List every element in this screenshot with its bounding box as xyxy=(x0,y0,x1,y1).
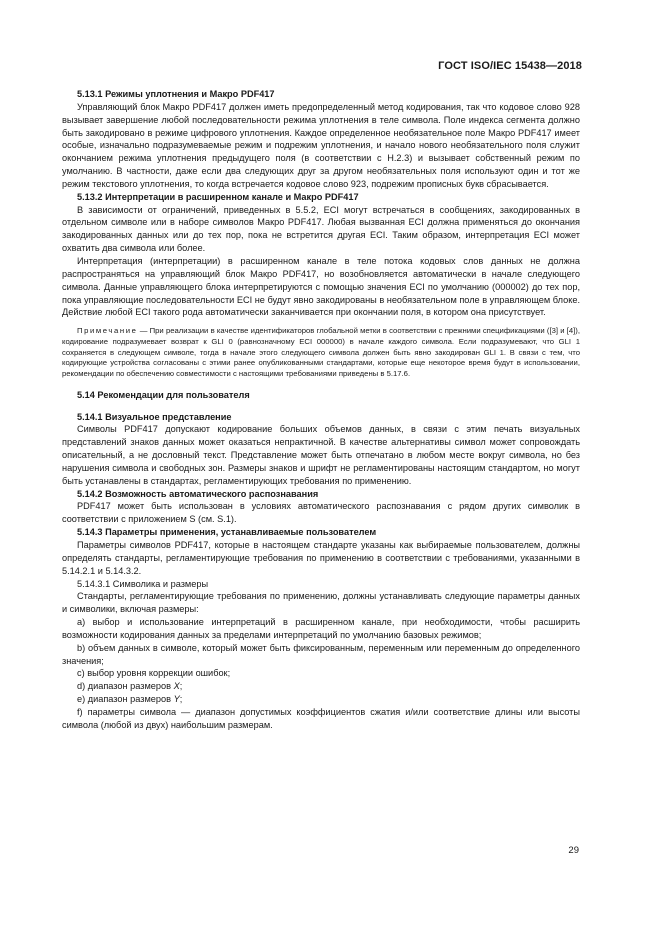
list-item-d-suffix: ; xyxy=(179,681,183,692)
section-5-14-2-heading: 5.14.2 Возможность автоматического распознавания xyxy=(77,488,319,499)
list-item-c: c) выбор уровня коррекции ошибок; xyxy=(77,668,231,679)
note-label: Примечание xyxy=(77,326,138,336)
list-item-e-suffix: ; xyxy=(179,694,183,705)
list-item-f: f) параметры символа — диапазон допустимых коэффициентов сжатия и/или соответствие длины или высоты символа (любой из двух) наибольшим размерам. xyxy=(62,706,580,730)
section-5-14-2-paragraph: PDF417 может быть использован в условиях автоматического распознавания с рядом других символик в соответствии с приложением S (см. S.1). xyxy=(62,501,580,525)
section-5-14-3-paragraph: Параметры символов PDF417, которые в настоящем стандарте указаны как выбираемые пользователем, должны определять стандарты, регламентирующие требования по применению в соответствии с требованиями, указанными в 5.14.2.1 и 5.14.3.2. xyxy=(62,539,580,576)
section-5-13-1-heading: 5.13.1 Режимы уплотнения и Макро PDF417 xyxy=(77,89,275,99)
list-item-e-variable: Y xyxy=(173,694,180,705)
section-5-14-1-heading: 5.14.1 Визуальное представление xyxy=(77,411,232,422)
page-body xyxy=(62,88,580,732)
list-item-d-variable: X xyxy=(173,681,180,692)
note-text: — При реализации в качестве идентификаторов глобальной метки в соответствии с прежними спецификациями ([3] и [4]), кодирование подразумевает возврат к GLI 0 (равнозначному ECI 000000) в начале каждого символа. Если подразумевают, что GLI 1 сохраняется в следующем символе, тогда в начале этого следующего символа должен быть явно закодирован GLI 1. В связи с тем, что кодирующие устройства согласованы с этими ранее опубликованными стандартами, которые еще некоторое время будут в использовании, рекомендации по обеспечению совместимости с настоящими требованиями приведены в 5.17.6. xyxy=(62,326,580,378)
list-item-b: b) объем данных в символе, который может быть фиксированным, переменным или переменным до определенного значения; xyxy=(62,642,580,666)
section-5-14-heading: 5.14 Рекомендации для пользователя xyxy=(77,389,250,400)
page-number: 29 xyxy=(568,845,579,856)
section-5-14-3-1-heading: 5.14.3.1 Символика и размеры xyxy=(77,578,209,589)
list-item-e-text: е) диапазон размеров xyxy=(77,694,174,705)
section-5-13-2-heading: 5.13.2 Интерпретации в расширенном канале и Макро PDF417 xyxy=(77,191,359,202)
section-5-13-2-paragraph-2: Интерпретация (интерпретации) в расширенном канале в теле потока кодовых слов данных не должна распространяться на управляющий блок Макро PDF417, но возобновляется автоматически в начале следующего символа. Данные управляющего блока интерпретируются с помощью значения ECI по умолчанию (000002) до тех пор, пока управляющие последовательности ECI не будут явно закодированы в необязательном поле в управляющем блоке. Действие любой ECI такого рода автоматически заканчивается при окончании поля, в котором она присутствует. xyxy=(62,255,580,318)
document-code: ГОСТ ISO/IEC 15438—2018 xyxy=(438,60,582,72)
section-5-14-3-heading: 5.14.3 Параметры применения, устанавливаемые пользователем xyxy=(77,527,377,538)
list-item-d-text: d) диапазон размеров xyxy=(77,681,174,692)
section-5-14-3-1-paragraph: Стандарты, регламентирующие требования по применению, должны устанавливать следующие параметры данных и символики, включая размеры: xyxy=(62,591,580,615)
note-paragraph xyxy=(62,326,580,380)
list-item-d xyxy=(62,680,580,693)
list-item-e xyxy=(62,693,580,706)
section-5-13-2-paragraph-1: В зависимости от ограничений, приведенных в 5.5.2, ECI могут встречаться в сообщениях, закодированных в отдельном символе или в наборе символов Макро PDF417. Любая вызванная ECI должна применяться до окончания закодированных данных или до тех пор, пока не встретится другая ECI. Таким образом, интерпретация ECI может охватить два символа или более. xyxy=(62,204,580,254)
section-5-14-1-paragraph: Символы PDF417 допускают кодирование больших объемов данных, в связи с этим печать визуальных представлений знаков данных может оказаться непрактичной. В качестве альтернативы символ может сопровождать описательный, а не дословный текст. Представление может быть отпечатано в любом месте вокруг символа, но без нарушения символа и свободных зон. Размеры знаков и шрифт не регламентированы настоящим стандартом, но могут быть устанавлены в стандартах, регламентирующих требования по применению. xyxy=(62,424,580,486)
list-item-a: а) выбор и использование интерпретаций в расширенном канале, при необходимости, чтобы расширить возможности кодирования данных за пределами интерпретаций по умолчанию базовых режимов; xyxy=(62,617,580,640)
section-5-13-1-paragraph: Управляющий блок Макро PDF417 должен иметь предопределенный метод кодирования, так что кодовое слово 928 вызывает завершение любой последовательности режима уплотнения в теле символа. Поле индекса сегмента должно быть закодировано в режиме цифрового уплотнения. Каждое определенное необязательное поле Макро PDF417 имеет особые, изначально подразумеваемые режим и подрежим уплотнения, и начало нового необязательного поля служит окончанием режима уплотнения предыдущего поля (в соответствии с Н.2.3) и вызывает собственный режим по умолчанию. В частности, даже если два следующих друг за другом необязательных поля используют один и тот же режим текстового уплотнения, то когда встречается кодовое слово 923, подрежим прописных букв сбрасывается. xyxy=(62,101,580,189)
